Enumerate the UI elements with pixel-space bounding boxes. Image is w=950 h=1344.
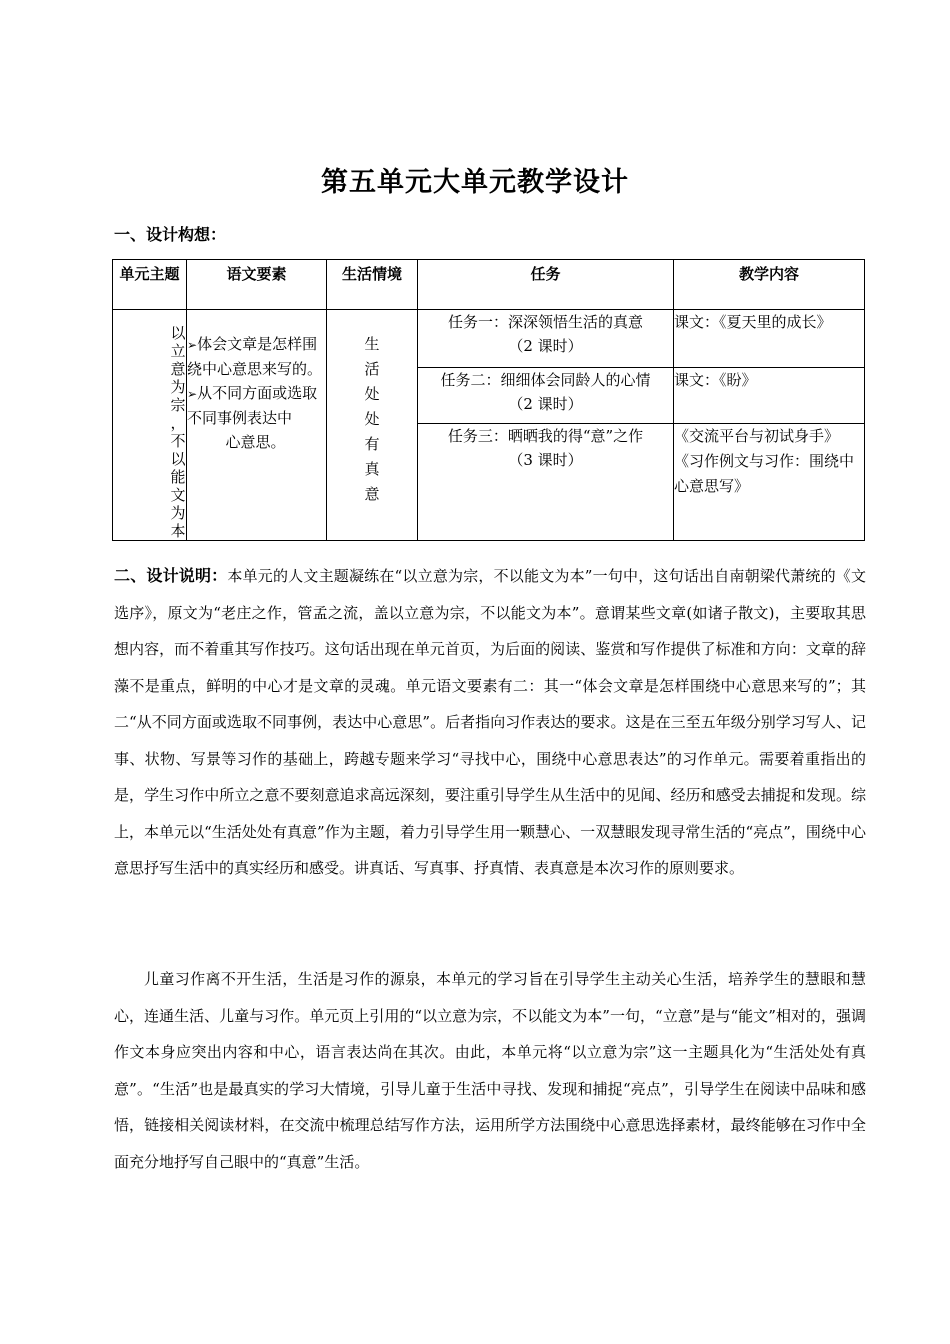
design-notes-paragraph-2: 儿童习作离不开生活，生活是习作的源泉，本单元的学习旨在引导学生主动关心生活，培养学生的慧眼和慧心，连通生活、儿童与习作。单元页上引用的“以立意为宗，不以能文为本”一句，“立意”是与“能文”相对的，强调作文本身应突出内容和中心，语言表达尚在其次。由此，本单元将“以立意为宗”这一主题具化为“生活处处有真意”。“生活”也是最真实的学习大情境，引导儿童于生活中寻找、发现和捕捉“亮点”，引导学生在阅读中品味和感悟，链接相关阅读材料，在交流中梳理总结写作方法，运用所学方法围绕中心意思选择素材，最终能够在习作中全面充分地抒写自己眼中的“真意”生活。 bbox=[114, 970, 866, 1171]
table-row bbox=[113, 310, 865, 368]
section-heading-design-concept: 一、设计构想： bbox=[114, 225, 227, 244]
element-item-2: ➢从不同方面或选取不同事例表达中 bbox=[187, 384, 318, 427]
language-elements-list: ➢体会文章是怎样围绕中心意思来写的。 ➢从不同方面或选取不同事例表达中 心意思。 bbox=[187, 310, 326, 454]
arrow-bullet-icon: ➢ bbox=[187, 387, 198, 401]
task-cell-2: 任务二：细细体会同龄人的心情 （2 课时） bbox=[418, 367, 674, 424]
unit-theme-vertical-text: 以 立 意 为 宗 ， 不 以 能 文 为 本 bbox=[170, 324, 186, 540]
header-task: 任务 bbox=[418, 260, 674, 310]
header-teaching-content: 教学内容 bbox=[674, 260, 865, 310]
content-cell-3: 《交流平台与初试身手》 《习作例文与习作：围绕中心意思写》 bbox=[674, 424, 865, 541]
element-item-1: ➢体会文章是怎样围绕中心意思来写的。 bbox=[187, 335, 323, 378]
content-cell-2: 课文：《盼》 bbox=[674, 367, 865, 424]
unit-theme-cell bbox=[113, 310, 187, 541]
content-cell-1: 课文：《夏天里的成长》 bbox=[674, 310, 865, 368]
life-scenario-cell bbox=[327, 310, 418, 541]
table-header-row bbox=[113, 260, 865, 310]
unit-plan-table bbox=[112, 259, 865, 541]
arrow-bullet-icon: ➢ bbox=[187, 338, 198, 352]
section-heading-design-notes: 二、设计说明： bbox=[114, 566, 228, 585]
page-title: 第五单元大单元教学设计 bbox=[321, 167, 629, 198]
language-elements-cell bbox=[187, 310, 327, 541]
header-language-elements: 语文要素 bbox=[187, 260, 327, 310]
design-notes-paragraph-1: 二、设计说明：本单元的人文主题凝练在“以立意为宗，不以能文为本”一句中，这句话出自南朝梁代萧统的《文选序》，原文为“老庄之作，管孟之流，盖以立意为宗，不以能文为本”。意谓某些文章(如诸子散文)，主要取其思想内容，而不着重其写作技巧。这句话出现在单元首页，为后面的阅读、鉴赏和写作提供了标准和方向：文章的辞藻不是重点，鲜明的中心才是文章的灵魂。单元语文要素有二：其一“体会文章是怎样围绕中心意思来写的”；其二“从不同方面或选取不同事例，表达中心意思”。后者指向习作表达的要求。这是在三至五年级分别学习写人、记事、状物、写景等习作的基础上，跨越专题来学习“寻找中心，围绕中心意思表达”的习作单元。需要着重指出的是，学生习作中所立之意不要刻意追求高远深刻，要注重引导学生从生活中的见闻、经历和感受去捕捉和发现。综上，本单元以“生活处处有真意”作为主题，着力引导学生用一颗慧心、一双慧眼发现寻常生活的“亮点”，围绕中心意思抒写生活中的真实经历和感受。讲真话、写真事、抒真情、表真意是本次习作的原则要求。 bbox=[114, 566, 866, 877]
header-life-scenario: 生活情境 bbox=[327, 260, 418, 310]
header-unit-theme: 单元主题 bbox=[113, 260, 187, 310]
task-cell-1: 任务一：深深领悟生活的真意 （2 课时） bbox=[418, 310, 674, 368]
life-scenario-vertical-text: 生 活 处 处 有 真 意 bbox=[364, 335, 380, 503]
task-cell-3: 任务三：晒晒我的得“意”之作 （3 课时） bbox=[418, 424, 674, 541]
